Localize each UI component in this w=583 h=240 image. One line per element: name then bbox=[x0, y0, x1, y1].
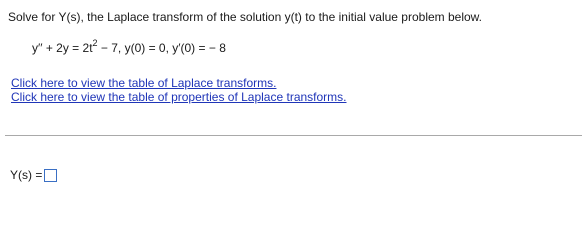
answer-label: Y(s) = bbox=[10, 168, 43, 182]
answer-input[interactable] bbox=[44, 169, 57, 182]
laplace-transforms-table-link[interactable]: Click here to view the table of Laplace transforms. bbox=[11, 76, 277, 90]
answer-row bbox=[10, 167, 57, 183]
equation-lhs: y′′ + 2y = 2t bbox=[32, 41, 93, 55]
laplace-properties-table-link[interactable]: Click here to view the table of properties of Laplace transforms. bbox=[11, 90, 347, 104]
equation-exponent: 2 bbox=[92, 38, 98, 48]
initial-value-problem bbox=[32, 40, 226, 56]
equation-rest: − 7, y(0) = 0, y′(0) = − 8 bbox=[97, 41, 226, 55]
question-prompt: Solve for Y(s), the Laplace transform of the solution y(t) to the initial value problem below. bbox=[8, 10, 483, 24]
divider bbox=[5, 135, 582, 136]
reference-links bbox=[11, 76, 347, 104]
